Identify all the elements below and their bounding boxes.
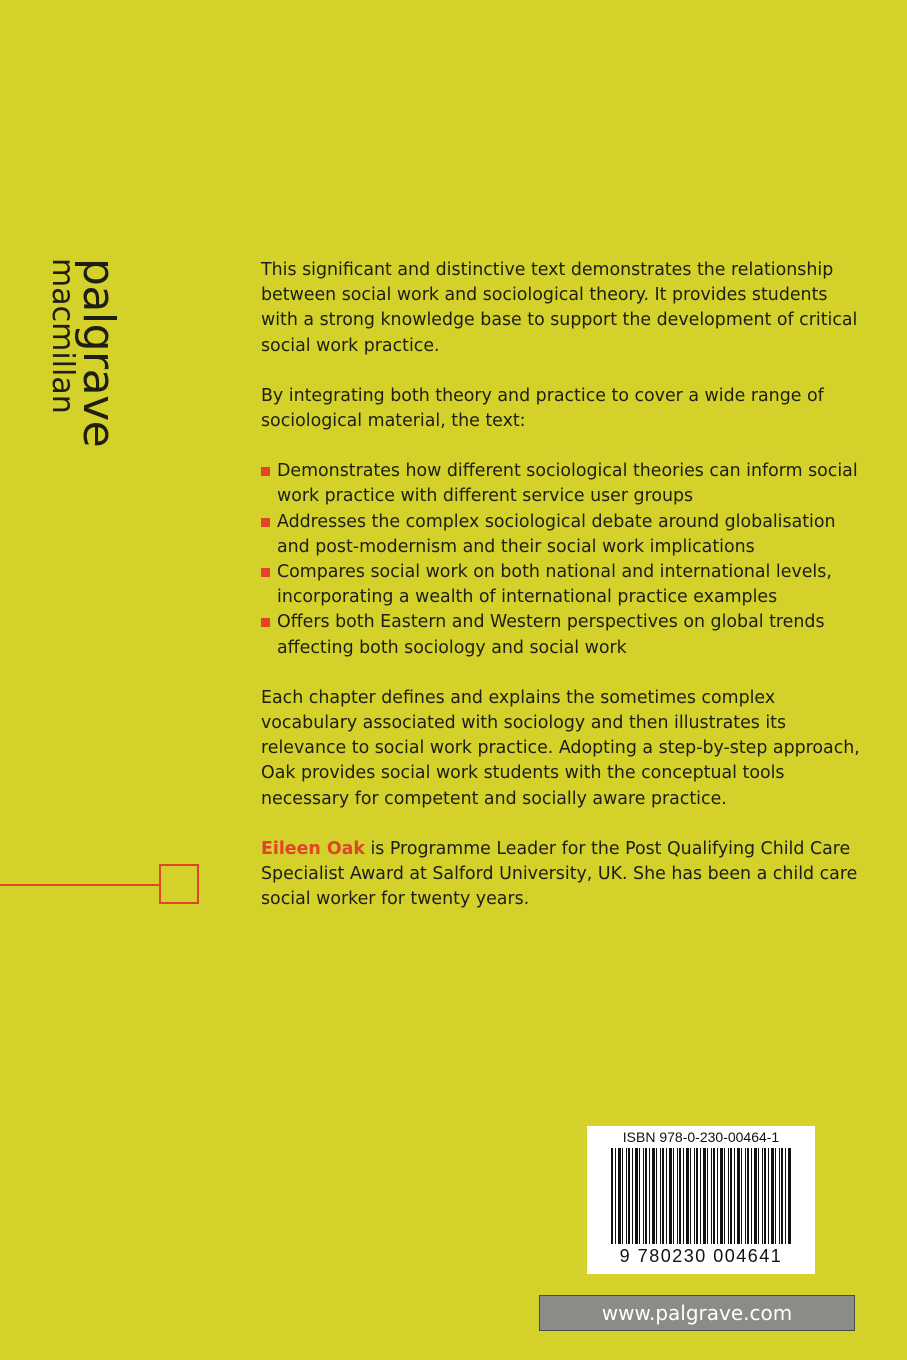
website-url: www.palgrave.com [539,1295,855,1331]
integration-paragraph: By integrating both theory and practice to cover a wide range of sociological material, the text: [261,385,824,432]
barcode-digits: 9 780230 004641 [619,1246,783,1266]
author-bio-text: is Programme Leader for the Post Qualifying Child Care Specialist Award at Salford University, UK. She has been a child care social worker for twenty years. [261,838,858,910]
author-name: Eileen Oak [261,838,365,859]
logo-line-palgrave: palgrave [73,258,124,448]
chapter-paragraph: Each chapter defines and explains the sometimes complex vocabulary associated with sociology and then illustrates its relevance to social work practice. Adopting a step-by-step approach, Oak provides social work students with the conceptual tools necessary for competent and socially aware practice. [261,687,860,809]
logo-line-macmillan: macmillan [45,258,80,414]
intro-paragraph: This significant and distinctive text demonstrates the relationship between social work and sociological theory. It provides students with a strong knowledge base to support the development of critical social work practice. [261,260,858,356]
list-item: Demonstrates how different sociological theories can inform social work practice with different service user groups [261,459,861,509]
decorative-square [159,864,199,904]
bullet-square-icon [261,467,270,476]
barcode-bars [611,1148,791,1244]
bullet-square-icon [261,618,270,627]
barcode [587,1126,815,1274]
isbn-label: ISBN 978-0-230-00464-1 [622,1129,780,1145]
back-cover-text [261,258,861,937]
bullet-square-icon [261,568,270,577]
author-bio [261,837,861,913]
publisher-logo [40,258,124,448]
list-item: Addresses the complex sociological debate around globalisation and post-modernism and their social work implications [261,510,861,560]
feature-list [261,459,861,661]
list-item: Offers both Eastern and Western perspectives on global trends affecting both sociology and social work [261,610,861,660]
bullet-square-icon [261,518,270,527]
decorative-line [0,884,160,886]
list-item: Compares social work on both national and international levels, incorporating a wealth of international practice examples [261,560,861,610]
